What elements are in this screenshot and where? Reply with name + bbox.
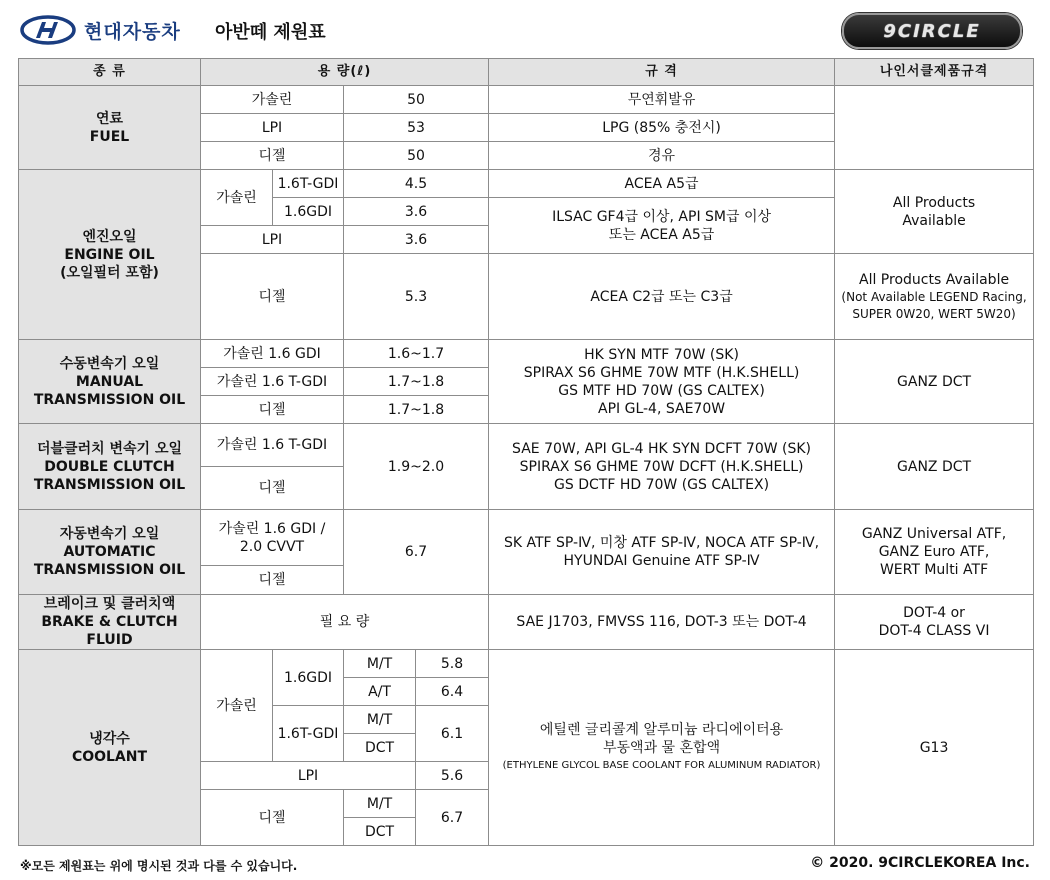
trans-cell: A/T [344, 678, 416, 706]
engine-cell: 가솔린 [201, 170, 273, 226]
trans-cell: M/T [344, 706, 416, 734]
col-spec: 규 격 [489, 59, 835, 86]
hyundai-logo [20, 15, 181, 45]
col-ninecircle: 나인서클제품규격 [835, 59, 1034, 86]
engine-cell: LPI [201, 226, 344, 254]
capacity-cell: 4.5 [344, 170, 489, 198]
spec-cell: ACEA C2급 또는 C3급 [489, 254, 835, 340]
capacity-cell: 6.4 [416, 678, 489, 706]
spec-cell: 무연휘발유 [489, 86, 835, 114]
engine-cell: LPI [201, 762, 416, 790]
spec-cell: SK ATF SP-Ⅳ, 미창 ATF SP-Ⅳ, NOCA ATF SP-Ⅳ, HYUNDAI Genuine ATF SP-Ⅳ [489, 510, 835, 595]
product-cell-empty [835, 86, 1034, 170]
engine-cell: 가솔린 1.6 GDI [201, 340, 344, 368]
engine-cell: 가솔린 1.6 T-GDI [201, 424, 344, 467]
hyundai-emblem-icon [20, 15, 76, 45]
spec-cell: SAE 70W, API GL-4 HK SYN DCFT 70W (SK) SPIRAX S6 GHME 70W DCFT (H.K.SHELL) GS DCTF HD 70W (GS CALTEX) [489, 424, 835, 510]
page-title: 아반떼 제원표 [215, 22, 326, 43]
category-engine-oil: 엔진오일 ENGINE OIL (오일필터 포함) [19, 170, 201, 340]
engine-cell: 가솔린 [201, 86, 344, 114]
engine-cell: 가솔린 1.6 T-GDI [201, 368, 344, 396]
engine-sub-cell: 1.6GDI [273, 198, 344, 226]
engine-sub-cell: 1.6T-GDI [273, 170, 344, 198]
capacity-cell: 3.6 [344, 198, 489, 226]
capacity-cell: 3.6 [344, 226, 489, 254]
category-dct: 더블클러치 변속기 오일 DOUBLE CLUTCH TRANSMISSION OIL [19, 424, 201, 510]
table-row [19, 510, 1034, 566]
trans-cell: DCT [344, 734, 416, 762]
capacity-cell: 6.7 [416, 790, 489, 846]
category-manual-tm: 수동변속기 오일 MANUAL TRANSMISSION OIL [19, 340, 201, 424]
capacity-cell: 50 [344, 86, 489, 114]
category-fuel: 연료 FUEL [19, 86, 201, 170]
engine-sub-cell: 1.6T-GDI [273, 706, 344, 762]
capacity-cell: 1.7~1.8 [344, 396, 489, 424]
engine-cell: LPI [201, 114, 344, 142]
engine-cell: 디젤 [201, 790, 344, 846]
trans-cell: M/T [344, 790, 416, 818]
engine-sub-cell: 1.6GDI [273, 650, 344, 706]
table-row [19, 424, 1034, 467]
capacity-cell: 5.3 [344, 254, 489, 340]
product-cell: GANZ DCT [835, 424, 1034, 510]
spec-cell: ACEA A5급 [489, 170, 835, 198]
capacity-cell: 5.8 [416, 650, 489, 678]
category-coolant: 냉각수 COOLANT [19, 650, 201, 846]
ninecircle-logo-text: 9CIRCLE [883, 20, 981, 42]
capacity-cell: 필 요 량 [201, 595, 489, 650]
category-brake: 브레이크 및 클러치액 BRAKE & CLUTCH FLUID [19, 595, 201, 650]
spec-cell: LPG (85% 충전시) [489, 114, 835, 142]
header [0, 0, 1050, 58]
capacity-cell: 5.6 [416, 762, 489, 790]
table-row [19, 650, 1034, 678]
engine-cell: 디젤 [201, 254, 344, 340]
engine-cell: 디젤 [201, 467, 344, 510]
table-row [19, 86, 1034, 114]
engine-cell: 가솔린 [201, 650, 273, 762]
trans-cell: DCT [344, 818, 416, 846]
footer-copyright: © 2020. 9CIRCLEKOREA Inc. [810, 855, 1030, 871]
spec-cell: HK SYN MTF 70W (SK) SPIRAX S6 GHME 70W MTF (H.K.SHELL) GS MTF HD 70W (GS CALTEX) API GL-4, SAE70W [489, 340, 835, 424]
table-row [19, 595, 1034, 650]
engine-cell: 가솔린 1.6 GDI / 2.0 CVVT [201, 510, 344, 566]
category-auto-tm: 자동변속기 오일 AUTOMATIC TRANSMISSION OIL [19, 510, 201, 595]
ninecircle-logo [842, 13, 1022, 49]
capacity-cell: 6.1 [416, 706, 489, 762]
product-cell: G13 [835, 650, 1034, 846]
engine-cell: 디젤 [201, 566, 344, 595]
trans-cell: M/T [344, 650, 416, 678]
engine-cell: 디젤 [201, 396, 344, 424]
spec-cell: 경유 [489, 142, 835, 170]
spec-cell: ILSAC GF4급 이상, API SM급 이상 또는 ACEA A5급 [489, 198, 835, 254]
product-cell: GANZ DCT [835, 340, 1034, 424]
spec-cell: 에틸렌 글리콜계 알루미늄 라디에이터용 부동액과 물 혼합액 (ETHYLENE GLYCOL BASE COOLANT FOR ALUMINUM RADIATOR) [489, 650, 835, 846]
product-cell: DOT-4 or DOT-4 CLASS VI [835, 595, 1034, 650]
table-row [19, 170, 1034, 198]
brand-name: 현대자동차 [84, 20, 181, 43]
capacity-cell: 50 [344, 142, 489, 170]
footer-note: ※모든 제원표는 위에 명시된 것과 다를 수 있습니다. [20, 859, 298, 873]
spec-cell: SAE J1703, FMVSS 116, DOT-3 또는 DOT-4 [489, 595, 835, 650]
col-capacity: 용 량(ℓ) [201, 59, 489, 86]
capacity-cell: 53 [344, 114, 489, 142]
product-cell: GANZ Universal ATF, GANZ Euro ATF, WERT Multi ATF [835, 510, 1034, 595]
capacity-cell: 1.9~2.0 [344, 424, 489, 510]
col-type: 종 류 [19, 59, 201, 86]
table-row [19, 340, 1034, 368]
engine-cell: 디젤 [201, 142, 344, 170]
table-header-row [19, 59, 1034, 86]
capacity-cell: 6.7 [344, 510, 489, 595]
product-cell: All Products Available (Not Available LEGEND Racing, SUPER 0W20, WERT 5W20) [835, 254, 1034, 340]
capacity-cell: 1.7~1.8 [344, 368, 489, 396]
product-cell: All Products Available [835, 170, 1034, 254]
spec-table [18, 58, 1034, 846]
capacity-cell: 1.6~1.7 [344, 340, 489, 368]
